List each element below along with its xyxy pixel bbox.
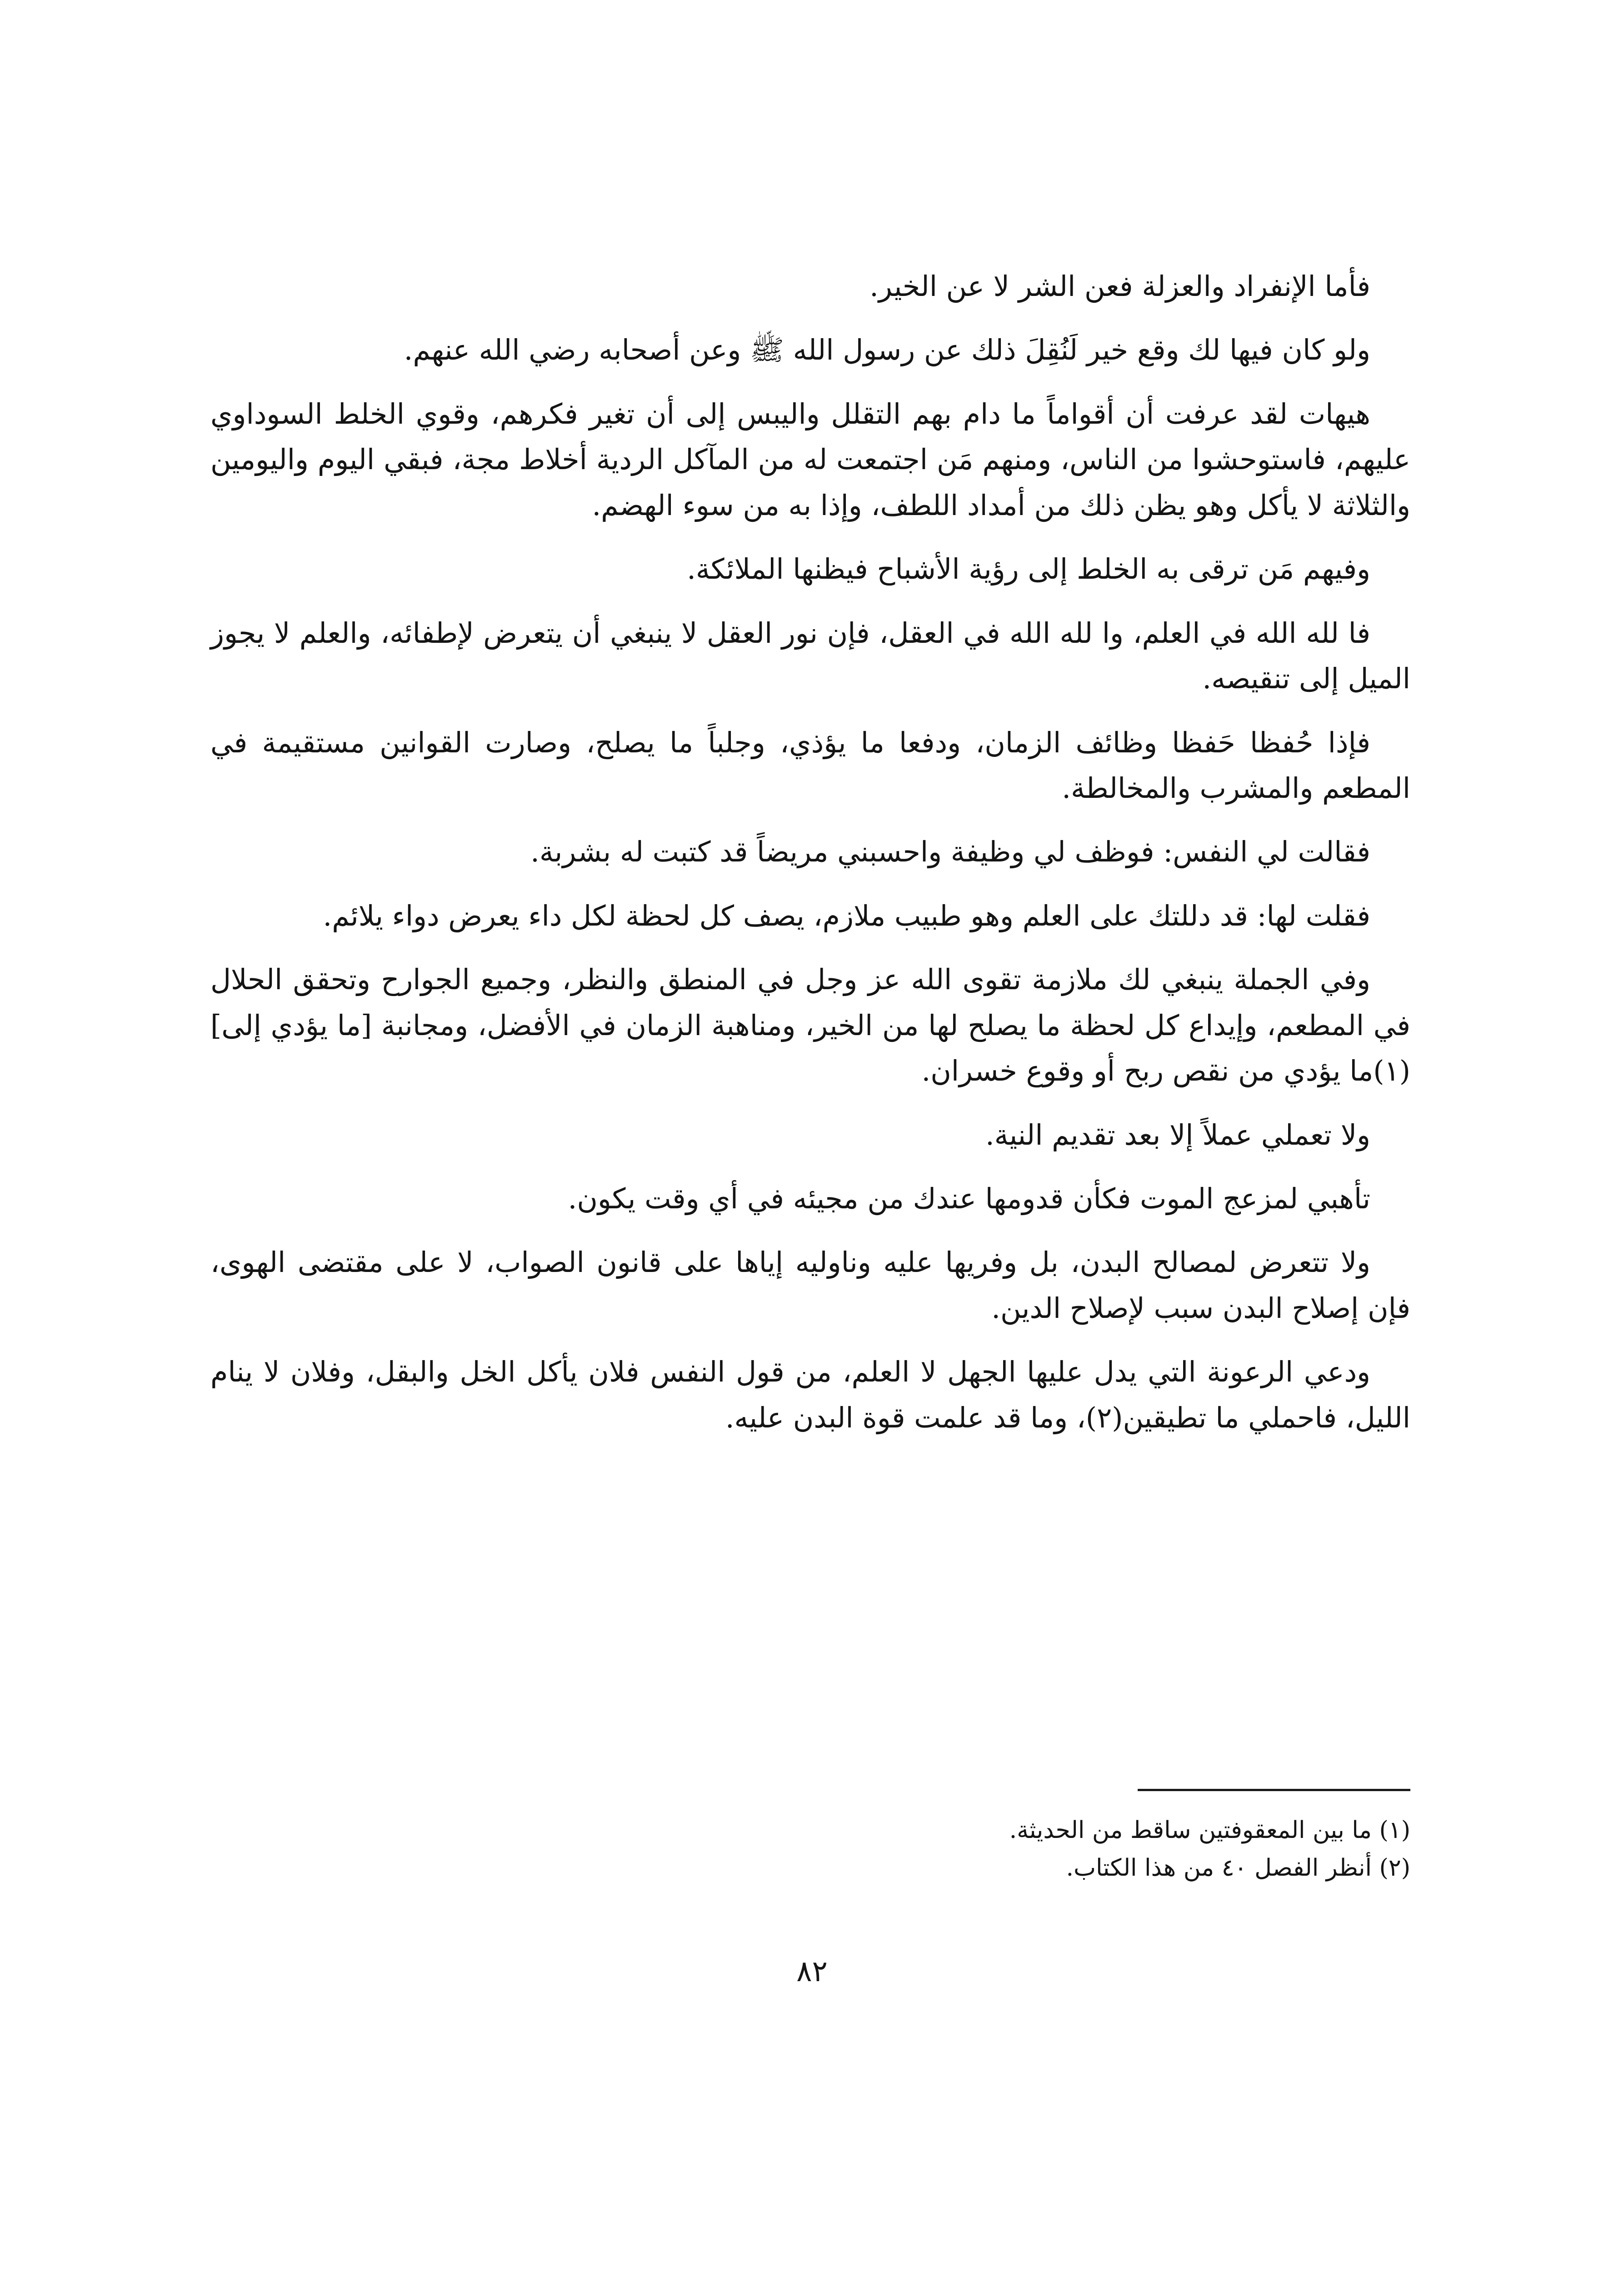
paragraph-13: ودعي الرعونة التي يدل عليها الجهل لا العلم، من قول النفس فلان يأكل الخل والبقل، وفلان لا ينام الليل، فاحملي ما تطيقين(٢)، وما قد علمت قوة البدن عليه. [210, 1355, 1410, 1434]
paragraph-8: فقلت لها: قد دللتك على العلم وهو طبيب ملازم، يصف كل لحظة لكل داء يعرض دواء يلائم. [323, 899, 1370, 932]
paragraph-1: فأما الإنفراد والعزلة فعن الشر لا عن الخير. [869, 270, 1370, 303]
paragraph-12: ولا تتعرض لمصالح البدن، بل وفريها عليه وناوليه إياها على قانون الصواب، لا على مقتضى الهوى، فإن إصلاح البدن سبب لإصلاح الدين. [210, 1246, 1410, 1325]
paragraph-10: ولا تعملي عملاً إلا بعد تقديم النية. [985, 1118, 1370, 1152]
footnote-1: (١) ما بين المعقوفتين ساقط من الحديثة. [1009, 1817, 1410, 1844]
paragraph-11: تأهبي لمزعج الموت فكأن قدومها عندك من مجيئه في أي وقت يكون. [568, 1182, 1370, 1215]
paragraph-6: فإذا حُفظا حَفظا وظائف الزمان، ودفعا ما يؤذي، وجلباً ما يصلح، وصارت القوانين مستقيمة في المطعم والمشرب والمخالطة. [210, 726, 1410, 805]
footnote-2: (٢) أنظر الفصل ٤٠ من هذا الكتاب. [1066, 1854, 1410, 1882]
page-number: ٨٢ [796, 1955, 828, 1988]
paragraph-2: ولو كان فيها لك وقع خير لَنُقِلَ ذلك عن رسول الله ﷺ وعن أصحابه رضي الله عنهم. [404, 333, 1370, 367]
footnotes [210, 1812, 1410, 1887]
paragraph-5: فا لله الله في العلم، وا لله الله في العقل، فإن نور العقل لا ينبغي أن يتعرض لإطفائه، والعلم لا يجوز الميل إلى تنقيصه. [210, 616, 1410, 696]
paragraph-9: وفي الجملة ينبغي لك ملازمة تقوى الله عز وجل في المنطق والنظر، وجميع الجوارح وتحقق الحلال في المطعم، وإيداع كل لحظة ما يصلح لها من الخير، ومناهبة الزمان في الأفضل، ومجانبة [ما يؤدي إلى](١)ما يؤدي من نقص ربح أو وقوع خسران. [210, 963, 1410, 1088]
paragraph-7: فقالت لي النفس: فوظف لي وظيفة واحسبني مريضاً قد كتبت له بشربة. [530, 835, 1370, 869]
paragraph-4: وفيهم مَن ترقى به الخلط إلى رؤية الأشباح فيظنها الملائكة. [687, 552, 1370, 586]
body-text [210, 264, 1410, 1459]
paragraph-3: هيهات لقد عرفت أن أقواماً ما دام بهم التقلل واليبس إلى أن تغير فكرهم، وقوي الخلط السوداوي عليهم، فاستوحشوا من الناس، ومنهم مَن اجتمعت له من المآكل الردية أخلاط مجة، فبقي اليوم واليومين والثلاثة لا يأكل وهو يظن ذلك من أمداد اللطف، وإذا به من سوء الهضم. [210, 397, 1410, 522]
footnote-divider [1138, 1789, 1410, 1791]
